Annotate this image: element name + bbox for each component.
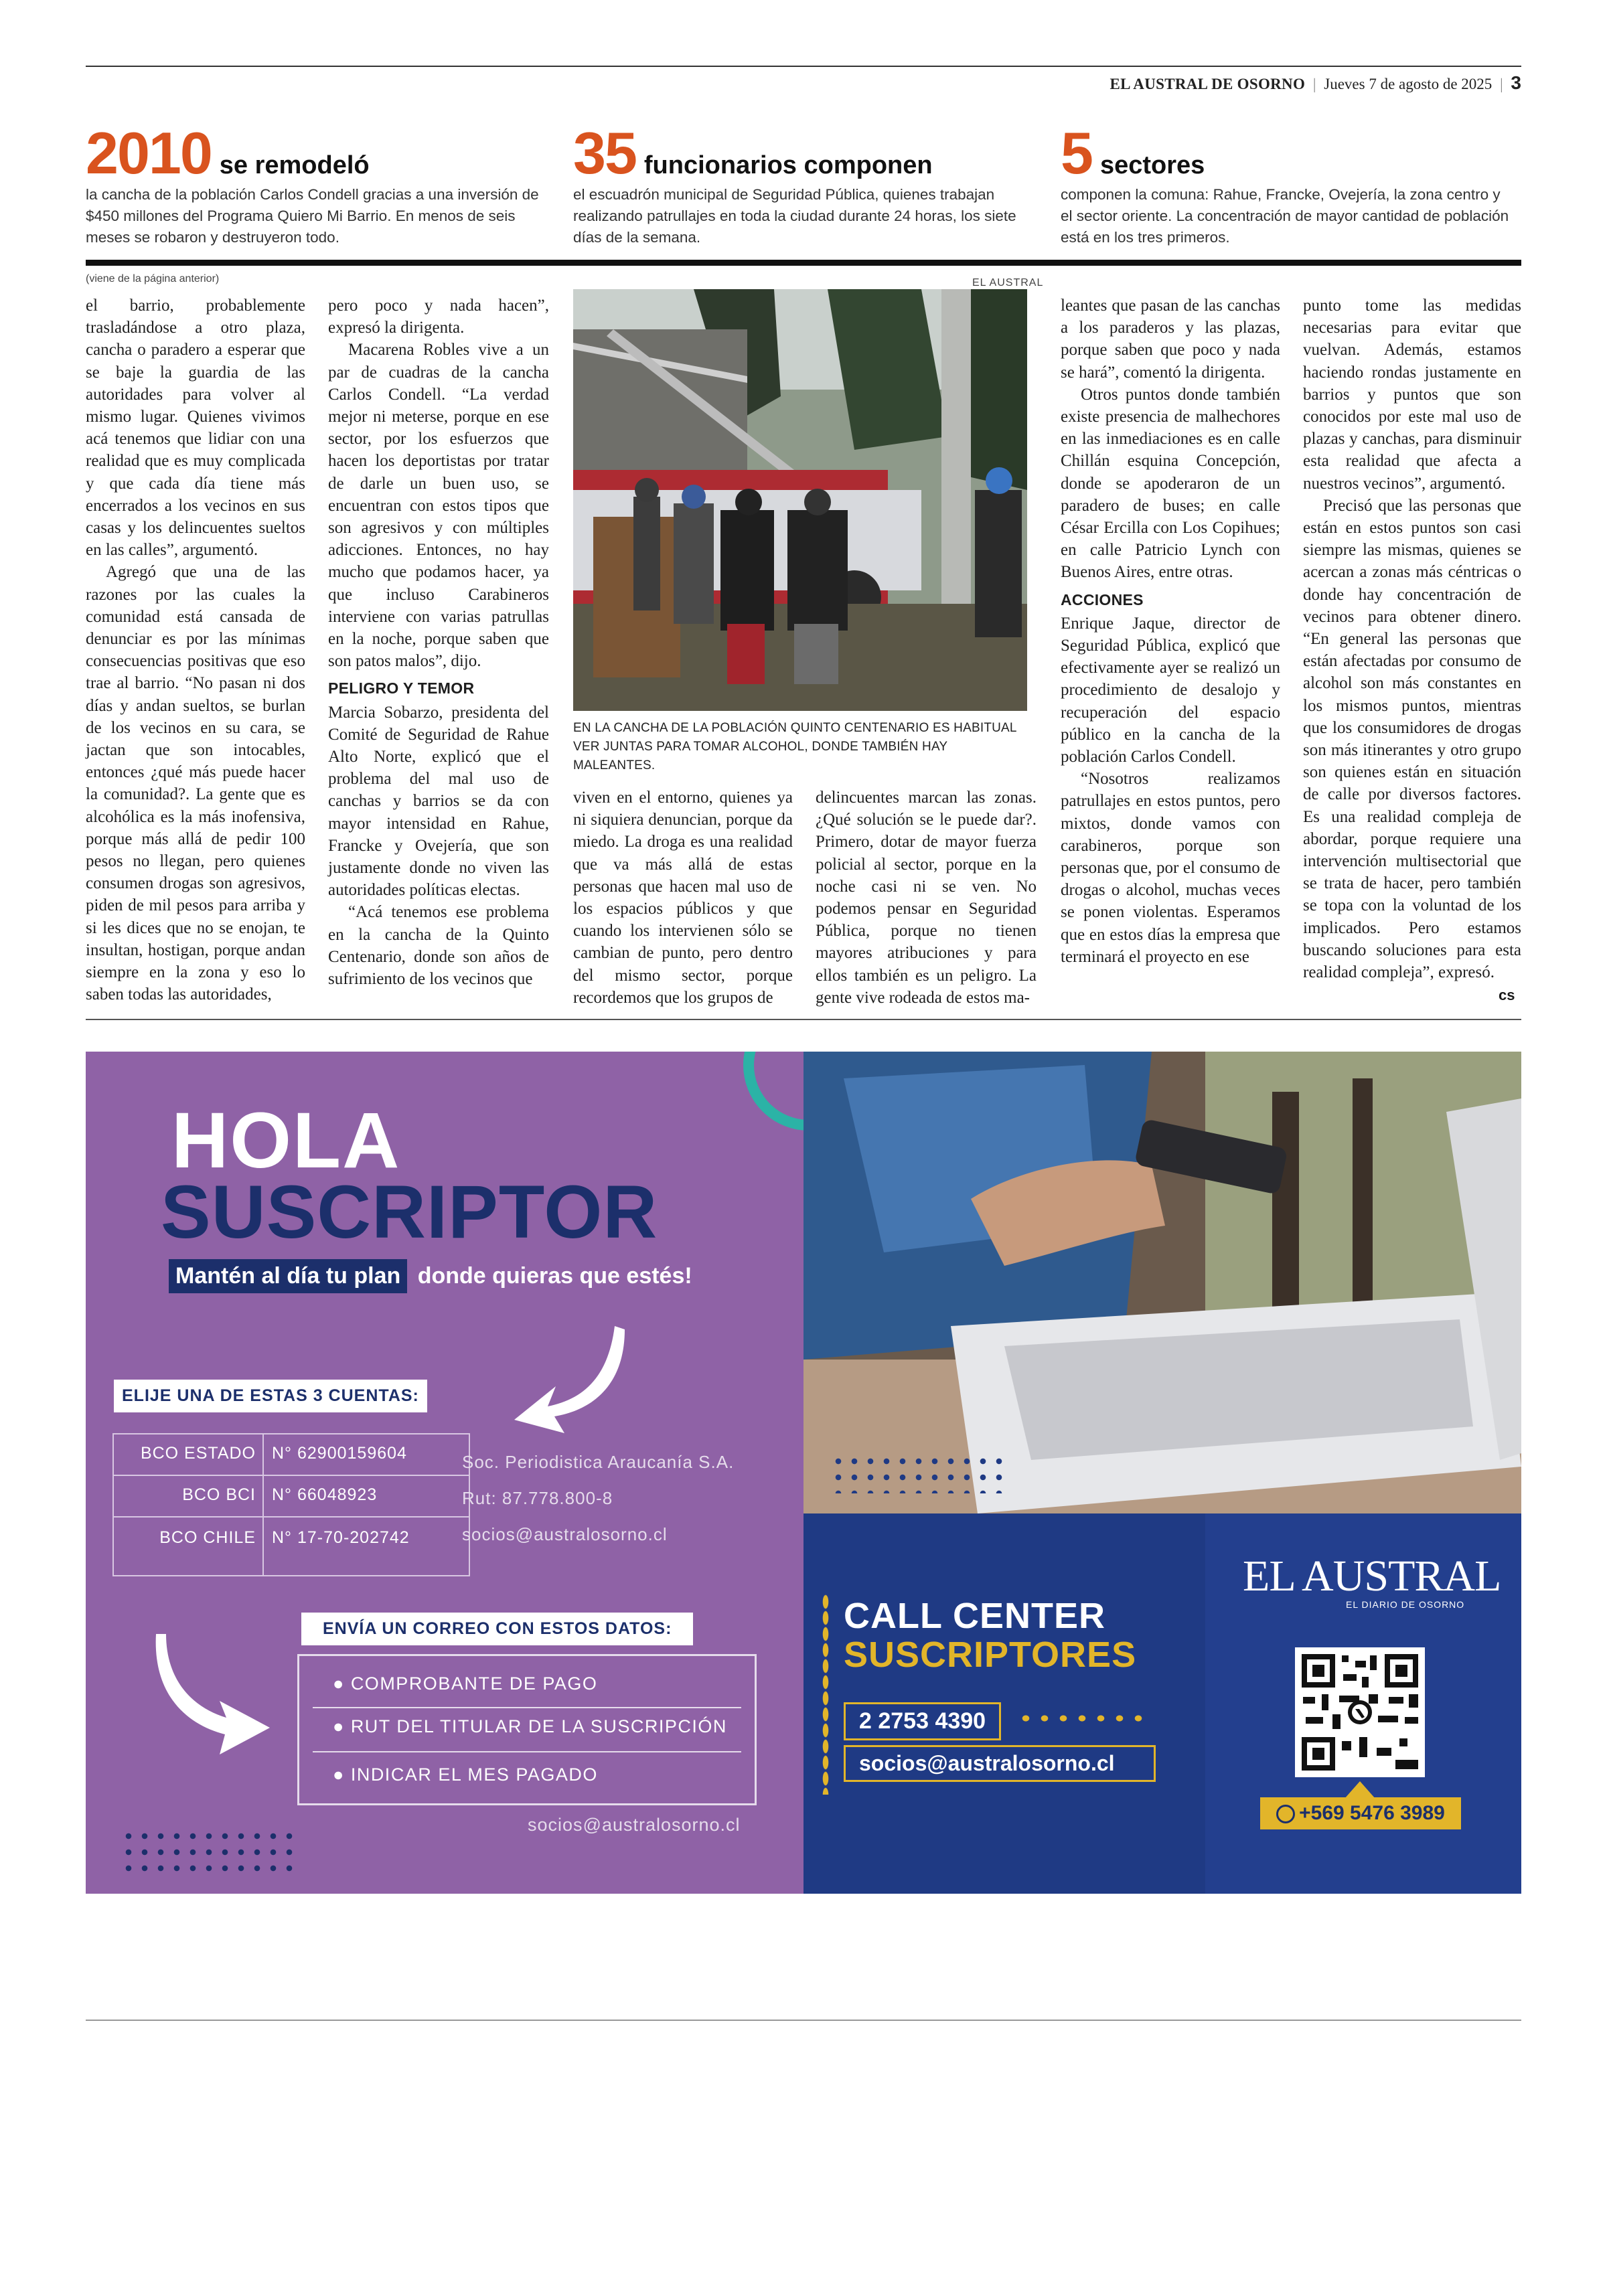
arrow-down-right-icon	[153, 1627, 280, 1761]
paragraph: viven en el entorno, quienes ya ni siquiera denuncian, porque da miedo. La droga es una realidad que va más allá de estas personas que hacen mal uso de los espacios públicos y que cuando los intervienen sólo se cambian de punto, pero dentro del mismo sector, porque recordemos que los grupos de	[573, 789, 793, 1007]
bank-name: BCO CHILE	[159, 1528, 256, 1547]
ad-photo	[804, 1052, 1521, 1513]
paragraph: “Nosotros realizamos patrullajes en estos puntos, pero mixtos, donde vamos con carabineros, porque son personas que, por el consumo de drogas o alcohol, muchas veces se ponen violentas. Esperamos que en estos días la empresa que terminará el proyecto en ese	[1061, 770, 1280, 966]
decor-dots-icon	[121, 1828, 295, 1875]
paragraph: “Acá tenemos ese problema en la cancha de la Quinto Centenario, donde son años de sufrimiento de los vecinos que	[328, 903, 549, 989]
fact-box-3	[1061, 120, 1516, 248]
issue-date: Jueves 7 de agosto de 2025	[1324, 76, 1493, 92]
article-column-4	[816, 787, 1037, 1009]
article-column-2	[328, 295, 549, 990]
call-center-subtitle: SUSCRIPTORES	[844, 1635, 1137, 1675]
company-email: socios@australosorno.cl	[462, 1524, 668, 1544]
qr-code-icon	[1295, 1647, 1425, 1777]
call-center-email: socios@australosorno.cl	[844, 1745, 1156, 1782]
photo-credit: EL AUSTRAL	[972, 277, 1044, 289]
paragraph: Macarena Robles vive a un par de cuadras de la cancha Carlos Condell. “La verdad mejor ni meterse, porque en ese sector, por los esfuerzos que hacen los deportistas por tratar de darle un buen uso, se encuentran con estos tipos que son agresivos y con múltiples adicciones. Entonces, no hay mucho que podamos hacer, ya que incluso Carabineros interviene con varias patrullas en la noche, porque saben que son patos malos”, dijo.	[328, 341, 549, 671]
call-center-phone: 2 2753 4390	[844, 1702, 1001, 1740]
subscriber-ad	[86, 1052, 1521, 1894]
paragraph: punto tome las medidas necesarias para evitar que vuelvan. Además, estamos haciendo rondas justamente en barrios y puntos que son conocidos por este mal uso de plazas y canchas, para disminuir esta realidad que afecta a nuestros vecinos”, argumentó.	[1303, 297, 1521, 493]
send-item: ● INDICAR EL MES PAGADO	[333, 1765, 598, 1785]
ad-hola: HOLA	[171, 1096, 401, 1185]
ad-left-panel	[86, 1052, 804, 1894]
triangle-pointer-icon	[1345, 1781, 1375, 1799]
arrow-down-left-icon	[501, 1319, 635, 1447]
publication-name: EL AUSTRAL DE OSORNO	[1109, 76, 1306, 92]
article-photo	[573, 289, 1027, 711]
decor-dots-icon	[830, 1453, 1004, 1493]
top-rule	[86, 66, 1521, 67]
section-rule	[86, 260, 1521, 266]
fact-keyword: funcionarios componen	[643, 151, 933, 179]
end-mark: cs	[1499, 987, 1515, 1003]
brand-logo: EL AUSTRAL	[1243, 1552, 1501, 1601]
tagline-rest: donde quieras que estés!	[417, 1263, 692, 1289]
fact-box-2	[573, 120, 1028, 248]
bank-name: BCO BCI	[182, 1485, 256, 1504]
fact-keyword: sectores	[1099, 151, 1205, 179]
fact-text: el escuadrón municipal de Seguridad Pública, quienes trabajan realizando patrullajes en toda la ciudad durante 24 horas, los siete días de la semana.	[573, 186, 1016, 246]
ad-tagline	[169, 1259, 692, 1293]
section-heading: ACCIONES	[1061, 590, 1144, 608]
paragraph: delincuentes marcan las zonas. ¿Qué solución se le puede dar?. Primero, dotar de mayor fuerza policial al sector, porque en la noche casi ni se ven. No podemos pensar en Seguridad Pública, porque no tienen mayores atribuciones y para ellos también es un peligro. La gente vive rodeada de estos ma-	[816, 789, 1037, 1007]
account-number: N° 62900159604	[272, 1444, 407, 1463]
paragraph: Otros puntos donde también existe presencia de malhechores en las inmediaciones es en calle Chillán esquina Concepción, donde se apoderaron de un paradero de buses; en calle César Ercilla con Los Copihues; en calle Patricio Lynch con Buenos Aires, entre otras.	[1061, 385, 1280, 582]
article-column-5	[1061, 295, 1280, 968]
paragraph: Agregó que una de las razones por las cuales la comunidad está cansada de denunciar es por las mínimas consecuencias positivas que eso trae al barrio. “No pasan ni dos días y andan sueltos, se burlan de los vecinos en su cara, se jactan que son intocables, entonces ¿qué más puede hacer la comunidad?. La gente que es alcohólica es la más inofensiva, porque más allá de pedir 100 pesos no llegan, pero quienes consumen drogas son agresivos, piden de mil pesos para arriba y si les dices que no se enojan, te insultan, hostigan, porque andan siempre en la zona y eso lo saben todas las autoridades,	[86, 563, 305, 1004]
send-item: ● COMPROBANTE DE PAGO	[333, 1673, 598, 1694]
qr-panel	[1205, 1513, 1521, 1894]
continued-note: (viene de la página anterior)	[86, 273, 220, 284]
fact-number: 35	[573, 120, 636, 186]
call-center-panel	[804, 1513, 1205, 1894]
page-header: EL AUSTRAL DE OSORNO | Jueves 7 de agosto de 2025 | 3	[1109, 72, 1521, 93]
bottom-rule	[86, 2020, 1521, 2021]
tagline-highlight: Mantén al día tu plan	[169, 1259, 407, 1293]
accounts-title: ELIJE UNA DE ESTAS 3 CUENTAS:	[114, 1380, 427, 1412]
send-list	[297, 1654, 757, 1805]
paragraph: Marcia Sobarzo, presidenta del Comité de Seguridad de Rahue Alto Norte, explicó que el problema del mal uso de canchas y barrios se da con mayor intensidad en Rahue, Francke y Ovejería, que son justamente donde no viven las autoridades políticas electas.	[328, 703, 549, 900]
fact-number: 5	[1061, 120, 1092, 186]
company-rut: Rut: 87.778.800-8	[462, 1488, 613, 1508]
fact-text: componen la comuna: Rahue, Francke, Ovejería, la zona centro y el sector oriente. La concentración de mayor cantidad de población está en los tres primeros.	[1061, 186, 1509, 246]
paragraph: pero poco y nada hacen”, expresó la dirigenta.	[328, 297, 549, 337]
article-column-3	[573, 787, 793, 1009]
bank-name: BCO ESTADO	[140, 1444, 256, 1463]
whatsapp-number: +569 5476 3989	[1260, 1797, 1461, 1829]
accounts-table	[112, 1433, 470, 1576]
whatsapp-icon	[1276, 1805, 1295, 1823]
brand-subtitle: EL DIARIO DE OSORNO	[1346, 1599, 1465, 1610]
send-item: ● RUT DEL TITULAR DE LA SUSCRIPCIÓN	[333, 1716, 727, 1736]
send-title: ENVÍA UN CORREO CON ESTOS DATOS:	[301, 1613, 693, 1645]
account-number: N° 17-70-202742	[272, 1528, 410, 1547]
fact-number: 2010	[86, 120, 212, 186]
ad-top-rule	[86, 1019, 1521, 1020]
account-number: N° 66048923	[272, 1485, 378, 1504]
page-number: 3	[1511, 72, 1521, 93]
paragraph: Enrique Jaque, director de Seguridad Pública, explicó que efectivamente ayer se realizó un procedimiento de desalojo y recuperación del espacio público en la cancha de la población Carlos Condell.	[1061, 614, 1280, 766]
ad-suscriptor: SUSCRIPTOR	[161, 1170, 658, 1254]
photo-caption: EN LA CANCHA DE LA POBLACIÓN QUINTO CENTENARIO ES HABITUAL VER JUNTAS PARA TOMAR ALCOHOL, DONDE TAMBIÉN HAY MALEANTES.	[573, 721, 1016, 772]
decor-dots-icon	[822, 1594, 829, 1795]
paragraph: el barrio, probablemente trasladándose a otro plaza, cancha o paradero a esperar que se baje la guardia de las autoridades para volver al mismo lugar. Quienes vivimos acá tenemos que lidiar con una realidad que es muy complicada y que cada día tiene más encerrados a los vecinos en sus casas y los delincuentes sueltos en las calles”, argumentó.	[86, 297, 305, 560]
call-center-title: CALL CENTER	[844, 1596, 1106, 1636]
decor-dots-icon	[1016, 1710, 1150, 1726]
fact-text: la cancha de la población Carlos Condell gracias a una inversión de $450 millones del Programa Quiero Mi Barrio. En menos de seis meses se robaron y destruyeron todo.	[86, 186, 539, 246]
email-bottom: socios@australosorno.cl	[528, 1815, 741, 1835]
section-heading: PELIGRO Y TEMOR	[328, 679, 475, 698]
fact-box-1	[86, 120, 541, 248]
fact-keyword: se remodeló	[219, 151, 370, 179]
paragraph: Precisó que las personas que están en estos puntos son casi siempre las mismas, quienes se acercan a zonas más céntricas o donde hay concentración de vecinos para obtener dinero. “En general las personas que están afectadas por consumo de alcohol son más constantes en los mismos puntos, mientras que los consumidores de drogas son más itinerantes y otro grupo son quienes están en situación de calle por diversos factores. Es una realidad compleja de abordar, porque requiere una intervención multisectorial que se trata de hacer, pero también se topa con la voluntad de los implicados. Pero estamos buscando soluciones para esta realidad compleja”, expresó.	[1303, 496, 1521, 982]
article-column-1	[86, 295, 305, 1006]
article-column-6	[1303, 295, 1521, 983]
company-name: Soc. Periodistica Araucanía S.A.	[462, 1452, 735, 1472]
paragraph: leantes que pasan de las canchas a los paraderos y las plazas, porque saben que poco y nada se hará”, comentó la dirigenta.	[1061, 297, 1280, 382]
